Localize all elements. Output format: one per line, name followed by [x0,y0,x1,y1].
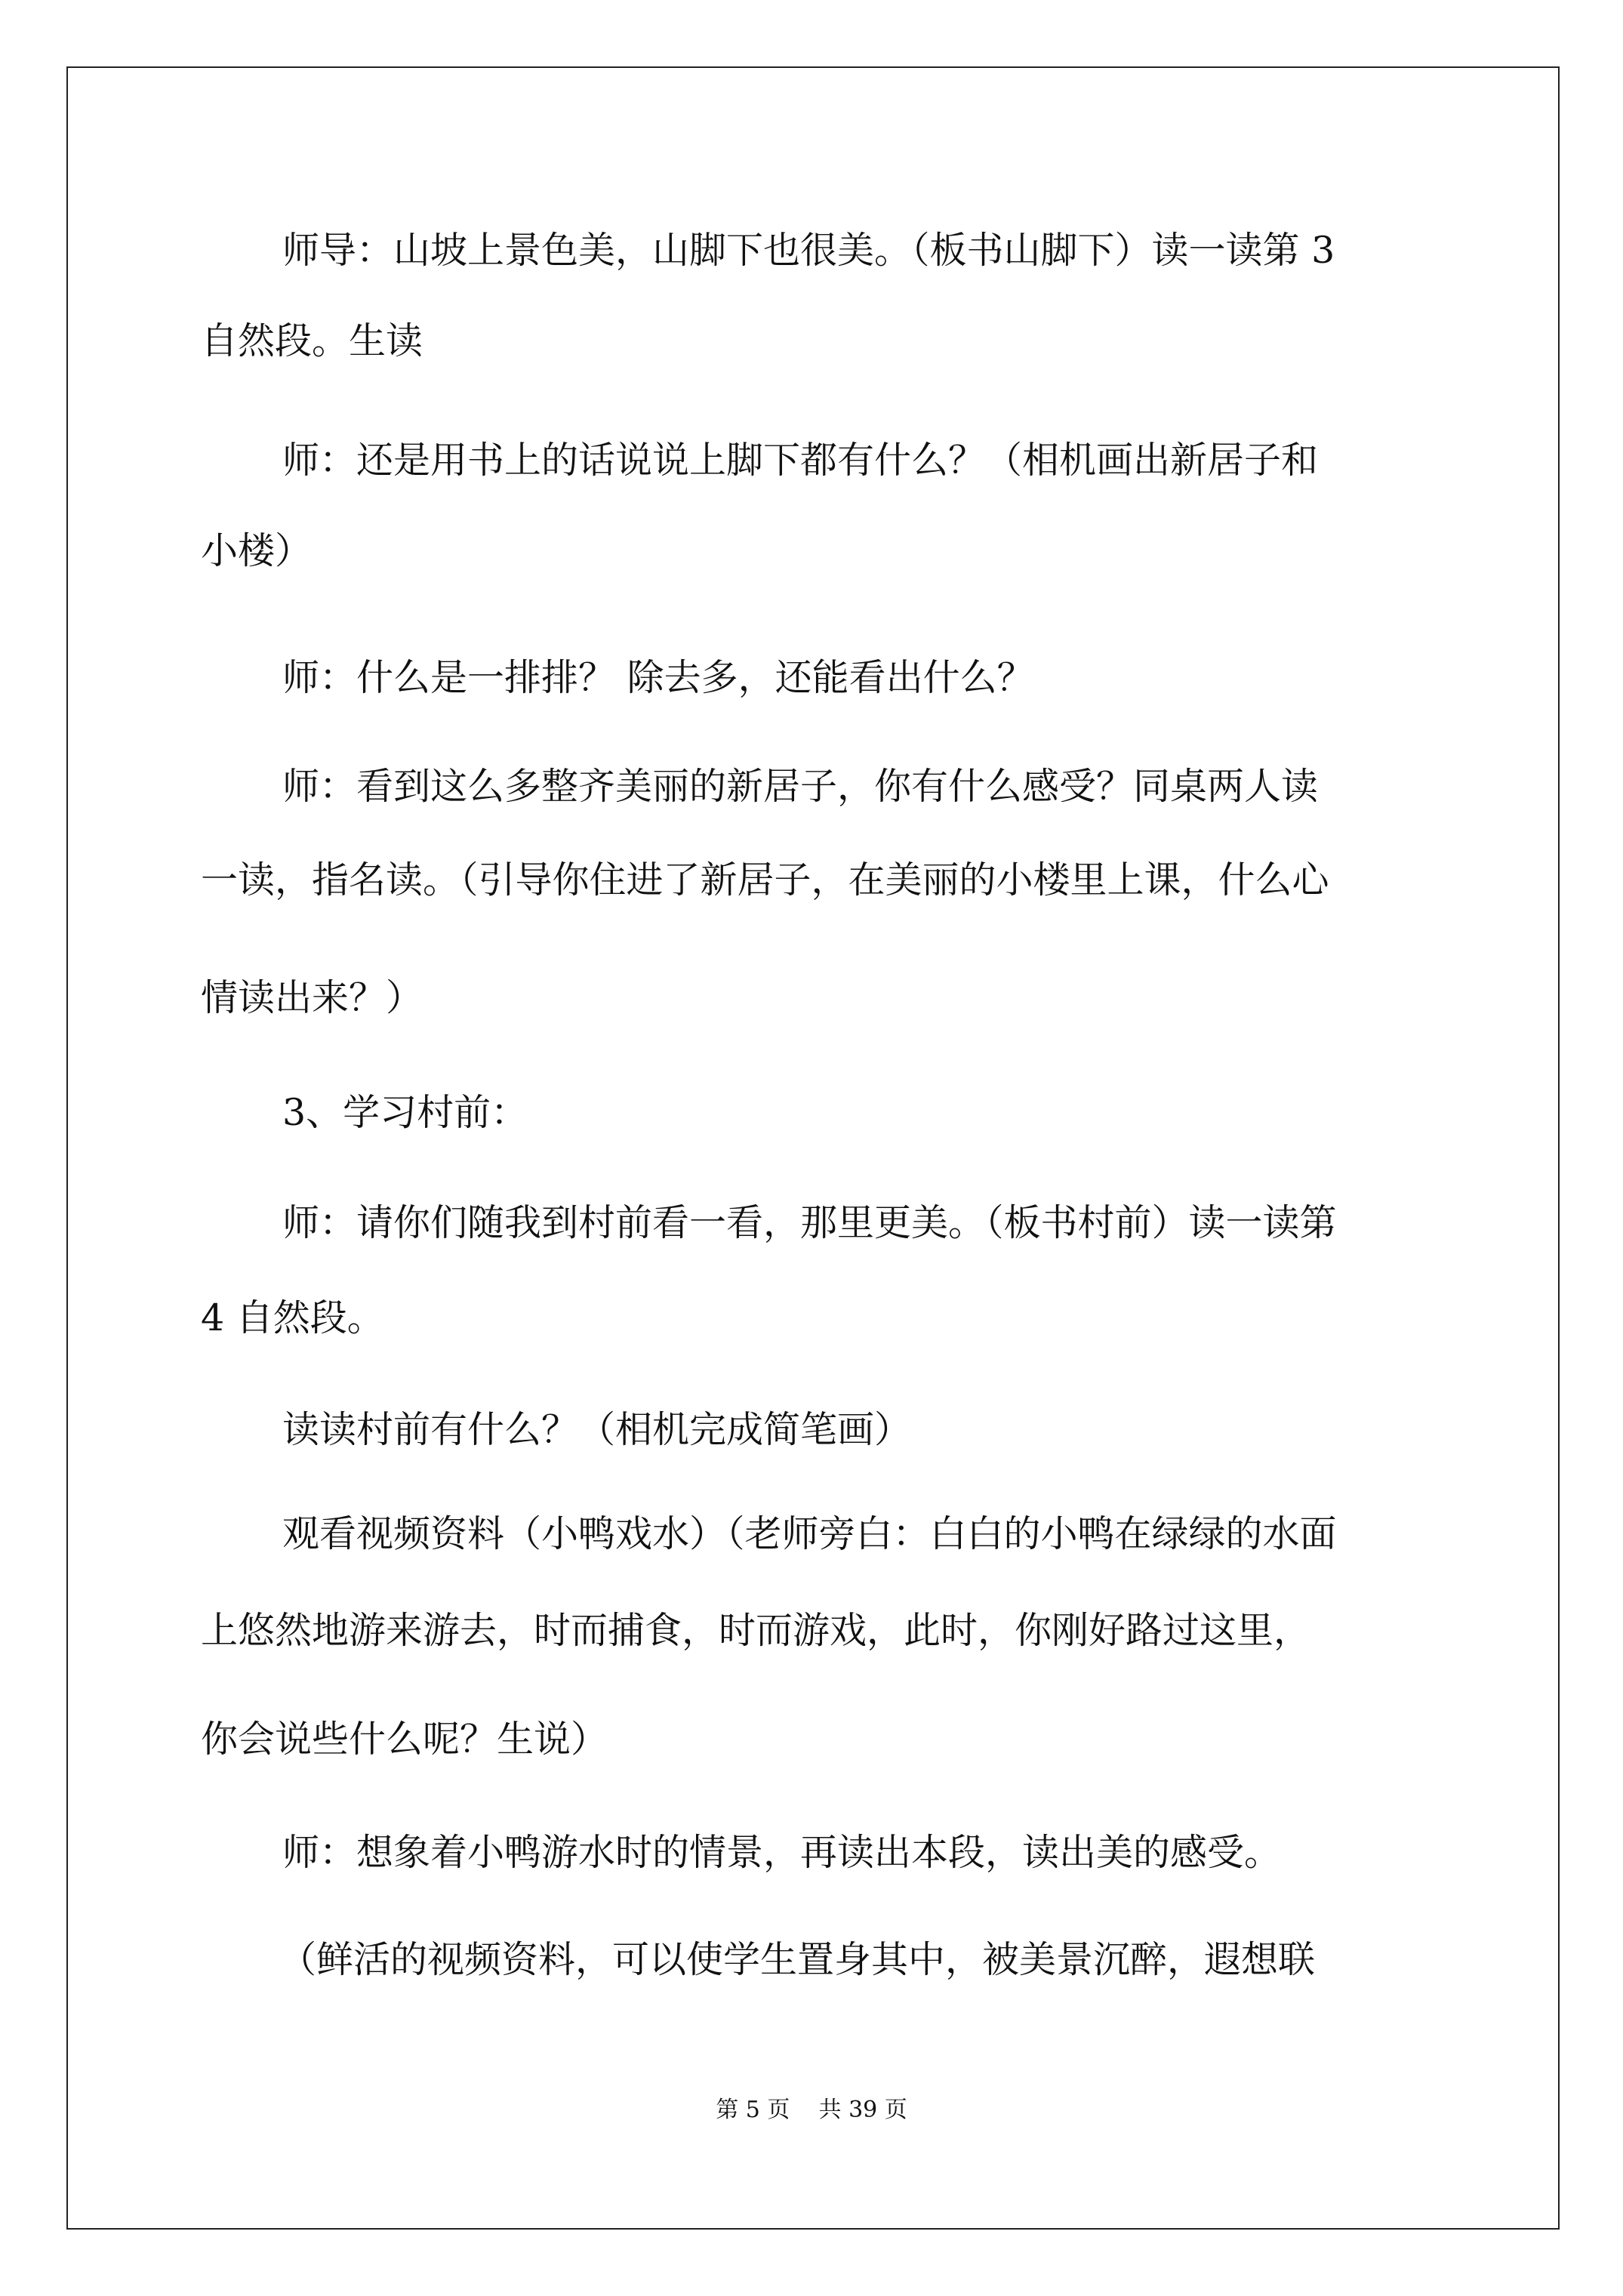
page-footer [0,2095,1623,2125]
paragraph-line: 读读村前有什么？（相机完成简笔画） [282,1408,912,1451]
page-number: 第 5 页 [716,2097,790,2123]
paragraph-line: 4 自然段。 [201,1296,384,1339]
paragraph-line: 情读出来？） [201,976,423,1019]
paragraph-line: 师：看到这么多整齐美丽的新居子，你有什么感受？同桌两人读 [282,765,1319,808]
paragraph-line: 师：请你们随我到村前看一看，那里更美。（板书村前）读一读第 [282,1201,1337,1244]
paragraph-line: 一读，指名读。（引导你住进了新居子，在美丽的小楼里上课，什么心 [201,858,1329,901]
page-total: 共 39 页 [818,2097,907,2123]
paragraph-line: 师导：山坡上景色美，山脚下也很美。（板书山脚下）读一读第 3 [282,229,1335,272]
paragraph-line: 师：想象着小鸭游水时的情景，再读出本段，读出美的感受。 [282,1831,1282,1874]
paragraph-line: 上悠然地游来游去，时而捕食，时而游戏，此时，你刚好路过这里， [201,1609,1311,1652]
paragraph-line: 师：还是用书上的话说说上脚下都有什么？（相机画出新居子和 [282,439,1319,482]
page-border [66,66,1560,2230]
paragraph-line: 小楼） [201,529,313,572]
section-heading: 3、学习村前： [282,1091,528,1134]
paragraph-line: 师：什么是一排排？ 除去多，还能看出什么？ [282,656,1034,699]
paragraph-line: 观看视频资料（小鸭戏水）（老师旁白：白白的小鸭在绿绿的水面 [282,1512,1337,1555]
paragraph-line: （鲜活的视频资料，可以使学生置身其中，被美景沉醉，遐想联 [279,1938,1316,1981]
paragraph-line: 自然段。生读 [201,319,423,362]
paragraph-line: 你会说些什么呢？生说） [201,1718,608,1761]
